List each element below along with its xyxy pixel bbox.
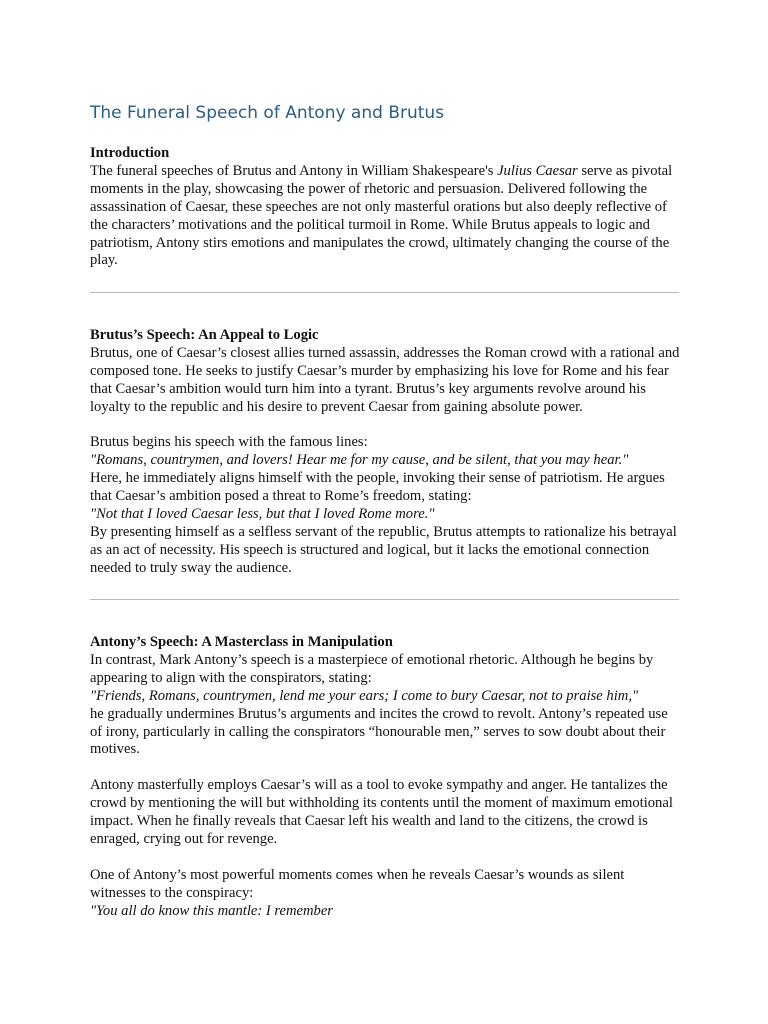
intro-text-start: The funeral speeches of Brutus and Antony in William Shakespeare's [90, 162, 498, 179]
brutus-quote-rome: "Not that I loved Caesar less, but that I loved Rome more." [90, 506, 435, 523]
document-title: The Funeral Speech of Antony and Brutus [90, 103, 445, 123]
antony-section [90, 634, 680, 920]
brutus-section [90, 327, 680, 578]
brutus-quote-lead: Brutus begins his speech with the famous lines: [90, 434, 368, 451]
antony-paragraph-3 [90, 867, 680, 921]
antony-paragraph-2: Antony masterfully employs Caesar’s will as a tool to evoke sympathy and anger. He tantalizes the crowd by mentioning the will but withholding its contents until the moment of maximum emotional impact. When he finally reveals that Caesar left his wealth and land to the citizens, the crowd is enraged, crying out for revenge. [90, 777, 673, 847]
antony-commentary: he gradually undermines Brutus’s arguments and incites the crowd to revolt. Antony’s repeated use of irony, particularly in calling the conspirators “honourable men,” serves to sow doubt about their motives. [90, 705, 668, 758]
antony-quote-friends: "Friends, Romans, countrymen, lend me your ears; I come to bury Caesar, not to praise him," [90, 687, 639, 704]
brutus-heading: Brutus’s Speech: An Appeal to Logic [90, 327, 319, 343]
antony-quote-mantle: "You all do know this mantle: I remember [90, 902, 333, 919]
intro-section [90, 145, 680, 270]
intro-text-end: serve as pivotal moments in the play, showcasing the power of rhetoric and persuasion. Delivered following the assassination of Caesar, these speeches are not only masterful orations but also deeply reflective of the characters’ motivations and the political turmoil in Rome. While Brutus appeals to logic and patriotism, Antony stirs emotions and manipulates the crowd, ultimately changing the course of the play. [90, 162, 673, 269]
brutus-paragraph-2 [90, 434, 680, 577]
brutus-quote-romans: "Romans, countrymen, and lovers! Hear me for my cause, and be silent, that you may hear." [90, 452, 629, 469]
antony-heading: Antony’s Speech: A Masterclass in Manipulation [90, 634, 393, 650]
brutus-commentary: Here, he immediately aligns himself with the people, invoking their sense of patriotism. He argues that Caesar’s ambition posed a threat to Rome’s freedom, stating: [90, 470, 665, 505]
section-divider [90, 292, 679, 293]
brutus-paragraph-1: Brutus, one of Caesar’s closest allies turned assassin, addresses the Roman crowd with a rational and composed tone. He seeks to justify Caesar’s murder by emphasizing his love for Rome and his fear that Caesar’s ambition would turn him into a tyrant. Brutus’s key arguments revolve around his loyalty to the republic and his desire to prevent Caesar from gaining absolute power. [90, 344, 680, 415]
antony-wounds-lead: One of Antony’s most powerful moments comes when he reveals Caesar’s wounds as silent witnesses to the conspiracy: [90, 866, 625, 901]
antony-paragraph-1 [90, 652, 680, 759]
brutus-conclusion: By presenting himself as a selfless servant of the republic, Brutus attempts to rationalize his betrayal as an act of necessity. His speech is structured and logical, but it lacks the emotional connection needed to truly sway the audience. [90, 523, 677, 576]
antony-quote-lead: In contrast, Mark Antony’s speech is a masterpiece of emotional rhetoric. Although he begins by appearing to align with the conspirators, stating: [90, 651, 654, 686]
intro-heading: Introduction [90, 145, 170, 161]
intro-paragraph [90, 163, 680, 270]
play-title-emphasis: Julius Caesar [497, 162, 578, 179]
section-divider [90, 599, 679, 600]
